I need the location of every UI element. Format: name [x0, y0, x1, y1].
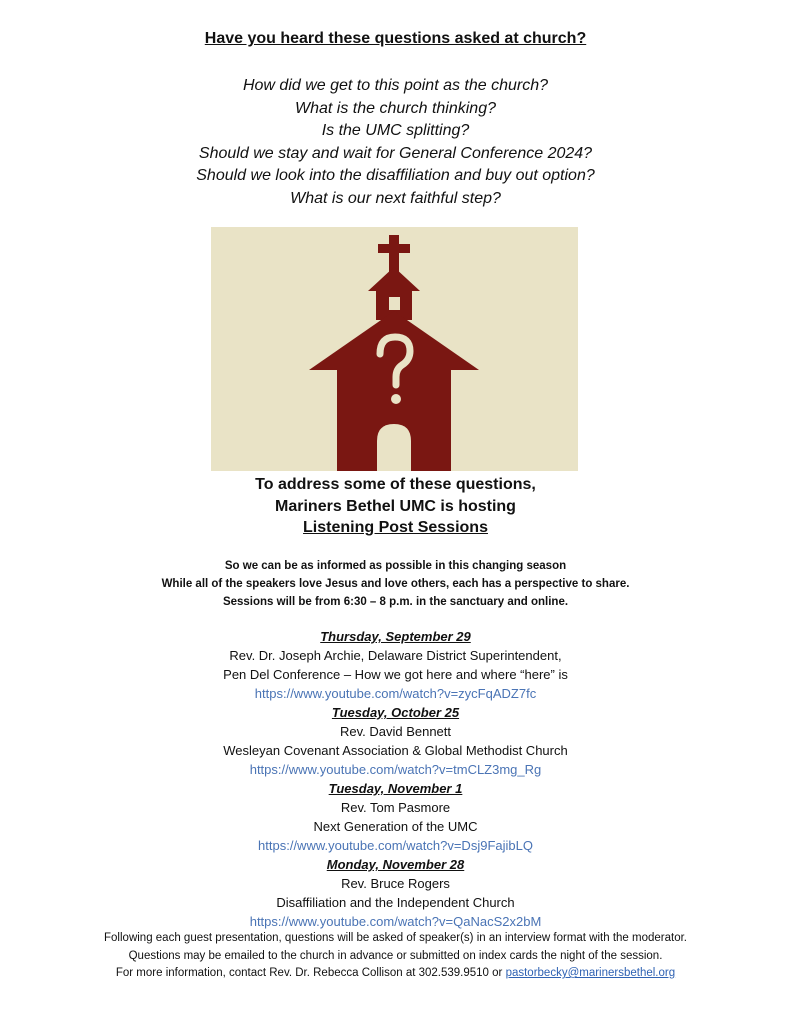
contact-text: For more information, contact Rev. Dr. Rebecca Collison at 302.539.9510 or: [115, 967, 506, 979]
session-video-link[interactable]: https://www.youtube.com/watch?v=tmCLZ3mg_Rg: [249, 762, 542, 777]
footer-line: Following each guest presentation, questions will be asked of speaker(s) in an interview format with the moderator.: [104, 932, 687, 944]
sessions-title: Listening Post Sessions: [303, 519, 488, 536]
question-item: How did we get to this point as the church?: [242, 77, 549, 94]
intro-block: [0, 474, 791, 539]
session-item: [0, 627, 791, 703]
session-list: [0, 627, 791, 931]
session-item: [0, 779, 791, 855]
question-list: [0, 75, 791, 210]
session-date: Tuesday, October 25: [331, 705, 460, 720]
session-date: Tuesday, November 1: [328, 781, 463, 796]
session-speaker: Rev. David Bennett: [339, 724, 452, 739]
session-speaker: Rev. Dr. Joseph Archie, Delaware District Superintendent,: [229, 648, 562, 663]
question-item: What is our next faithful step?: [290, 189, 501, 207]
session-speaker: Rev. Tom Pasmore: [340, 800, 451, 815]
session-speaker: Rev. Bruce Rogers: [341, 876, 450, 891]
intro-line: Mariners Bethel UMC is hosting: [275, 497, 516, 515]
details-line: While all of the speakers love Jesus and love others, each has a perspective to share.: [161, 578, 630, 590]
session-topic: Next Generation of the UMC: [313, 819, 478, 834]
contact-line: [0, 965, 791, 983]
details-line: So we can be as informed as possible in this changing season: [224, 560, 567, 572]
session-item: [0, 855, 791, 931]
footer-block: [0, 930, 791, 983]
church-question-icon: [211, 227, 578, 471]
intro-line: To address some of these questions,: [255, 476, 536, 493]
details-block: [0, 557, 791, 611]
question-item: Should we stay and wait for General Conference 2024?: [198, 144, 593, 162]
church-illustration: [211, 227, 578, 471]
session-item: [0, 703, 791, 779]
session-date: Monday, November 28: [326, 857, 465, 872]
details-line: Sessions will be from 6:30 – 8 p.m. in the sanctuary and online.: [222, 596, 569, 608]
session-topic: Disaffiliation and the Independent Church: [276, 895, 515, 910]
question-item: Should we look into the disaffiliation and buy out option?: [196, 167, 595, 184]
question-item: What is the church thinking?: [295, 99, 496, 117]
footer-line: Questions may be emailed to the church in advance or submitted on index cards the night of the session.: [128, 949, 663, 962]
session-topic: Pen Del Conference – How we got here and where “here” is: [223, 667, 568, 682]
session-video-link[interactable]: https://www.youtube.com/watch?v=zycFqADZ7fc: [254, 686, 537, 701]
question-item: Is the UMC splitting?: [321, 122, 470, 139]
session-topic: Wesleyan Covenant Association & Global Methodist Church: [223, 743, 568, 758]
session-video-link[interactable]: https://www.youtube.com/watch?v=Dsj9FajibLQ: [258, 838, 533, 853]
email-link[interactable]: pastorbecky@marinersbethel.org: [505, 967, 676, 979]
session-date: Thursday, September 29: [320, 629, 471, 644]
page-heading: Have you heard these questions asked at church?: [204, 30, 587, 47]
session-video-link[interactable]: https://www.youtube.com/watch?v=QaNacS2x2bM: [249, 914, 542, 929]
